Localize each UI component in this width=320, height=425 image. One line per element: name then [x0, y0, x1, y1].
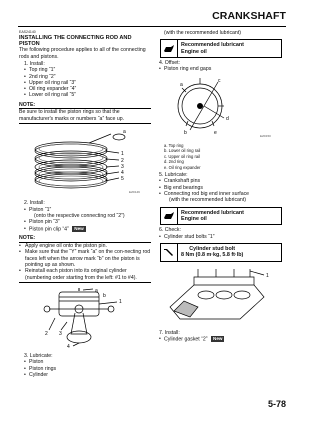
lubricant-box [160, 207, 282, 226]
list-item-sub: (onto the respective connecting rod “2”) [34, 212, 125, 219]
figure-label: b [103, 292, 106, 299]
list-item: • Connecting rod big end inner surface [154, 191, 286, 197]
figure-code: E2D149 [129, 190, 140, 195]
list-item: • Cylinder stud bolts “1” [154, 234, 286, 240]
list-item-text: Piston pin clip “4” [29, 225, 69, 232]
note-item: • Make sure that the “Y” mark “a” on the con-necting rod faces left when the arrow mark “b” on the piston is pointing up as shown. [19, 249, 151, 268]
legend-item: e. Oil ring expander [164, 164, 201, 170]
step-number: 7. [159, 330, 164, 337]
lubricant-value: Engine oil [181, 48, 207, 55]
list-item: • Lower oil ring rail “5” [19, 92, 151, 98]
new-badge: New [74, 225, 84, 231]
figure-label: 3 [59, 330, 62, 337]
page-header-title: CRANKSHAFT [212, 10, 286, 22]
note-item: • Apply engine oil onto the piston pin. [19, 243, 151, 249]
list-item: • Cylinder [19, 372, 151, 378]
section-title: INSTALLING THE CONNECTING ROD AND PISTON [19, 34, 132, 47]
torque-value: 8 Nm (0.8 m·kg, 5.8 ft·lb) [181, 252, 244, 259]
figure-label: 5 [121, 176, 124, 183]
list-item [19, 226, 151, 233]
figure-label: 1 [266, 272, 269, 279]
figure-label: 3 [121, 164, 124, 171]
step-label: Install: [29, 60, 45, 67]
list-item-sub: (with the recommended lubricant) [169, 197, 246, 204]
legend-item: a. Top ring [164, 143, 184, 148]
step-number: 4. [159, 60, 164, 67]
carry-over-text: (with the recommended lubricant) [164, 30, 241, 36]
figure-legend [154, 143, 286, 170]
oil-can-icon [161, 40, 178, 57]
step-label: Offset: [164, 60, 180, 67]
figure-label: 2 [121, 158, 124, 165]
figure-label: 2 [45, 330, 48, 337]
torque-box [160, 243, 282, 262]
step-label: Check: [164, 227, 181, 234]
figure-label: 1 [119, 298, 122, 305]
legend-item: c. Upper oil ring rail [164, 153, 201, 159]
step-number: 2. [24, 200, 29, 207]
list-item: • Upper oil ring rail “3” [19, 80, 151, 86]
list-item: • Piston pin “3” [19, 219, 151, 225]
ring-end-gap-figure [154, 76, 284, 138]
list-item: • 2nd ring “2” [19, 74, 151, 80]
list-item: • Crankshaft pins [154, 178, 286, 184]
list-item: • Oil ring expander “4” [19, 86, 151, 92]
figure-label: 1 [121, 151, 124, 158]
note-heading: NOTE: [19, 235, 151, 243]
reference-code: EAS24140 [19, 30, 36, 34]
legend-item: b. Lower oil ring rail [164, 148, 201, 154]
intro-text: The following procedure applies to all of the connecting rods and pistons. [19, 47, 146, 60]
legend-item: d. 2nd ring [164, 159, 184, 165]
figure-label: 4 [67, 343, 70, 348]
lubricant-label: Recommended lubricant [181, 209, 244, 216]
step-number: 5. [159, 172, 164, 179]
figure-code: E2D150 [260, 133, 271, 138]
step-label: Install: [164, 330, 180, 337]
figure-label: a [180, 81, 183, 88]
step-number: 1. [24, 60, 29, 67]
note-divider [19, 122, 151, 124]
list-item [154, 336, 286, 343]
note-divider [19, 281, 151, 283]
list-item-text: Cylinder gasket “2” [164, 336, 208, 343]
oil-can-icon [161, 208, 178, 225]
figure-label: d [226, 115, 229, 122]
torque-wrench-icon [161, 244, 178, 261]
figure-label: b [184, 129, 187, 136]
torque-label: Cylinder stud bolt [189, 245, 236, 252]
note-heading: NOTE: [19, 102, 151, 110]
step-label: Lubricate: [29, 353, 53, 360]
step-number: 3. [24, 353, 29, 360]
list-item: • Piston [19, 359, 151, 365]
cylinder-stud-bolt-figure [154, 267, 284, 325]
list-item: • Piston rings [19, 366, 151, 372]
piston-rings-figure [19, 129, 149, 195]
figure-label: a [123, 129, 126, 136]
list-item: • Piston ring end gaps [154, 66, 286, 72]
figure-label: a [95, 287, 98, 294]
lubricant-label: Recommended lubricant [181, 42, 244, 49]
header-rule [18, 26, 286, 27]
step-number: 6. [159, 227, 164, 234]
lubricant-value: Engine oil [181, 215, 207, 222]
left-column [19, 30, 151, 378]
note-text: Be sure to install the piston rings so that the manufacturer's marks or numbers “a” face up. [19, 109, 125, 122]
figure-label: c [218, 77, 221, 84]
note-item: • Reinstall each piston into its original cylinder (numbering order starting from the left: #1 to #4). [19, 268, 151, 281]
piston-connecting-rod-figure [19, 288, 149, 348]
list-item: • Big end bearings [154, 185, 286, 191]
step-label: Install: [29, 200, 45, 207]
list-item: • Piston “1” [19, 207, 151, 213]
lubricant-box [160, 39, 282, 58]
figure-label: 4 [121, 170, 124, 177]
list-item: • Top ring “1” [19, 67, 151, 73]
new-badge: New [213, 336, 223, 342]
right-column [154, 30, 286, 343]
figure-label: e [214, 129, 217, 136]
step-label: Lubricate: [164, 172, 188, 179]
page-number: 5-78 [267, 398, 286, 409]
